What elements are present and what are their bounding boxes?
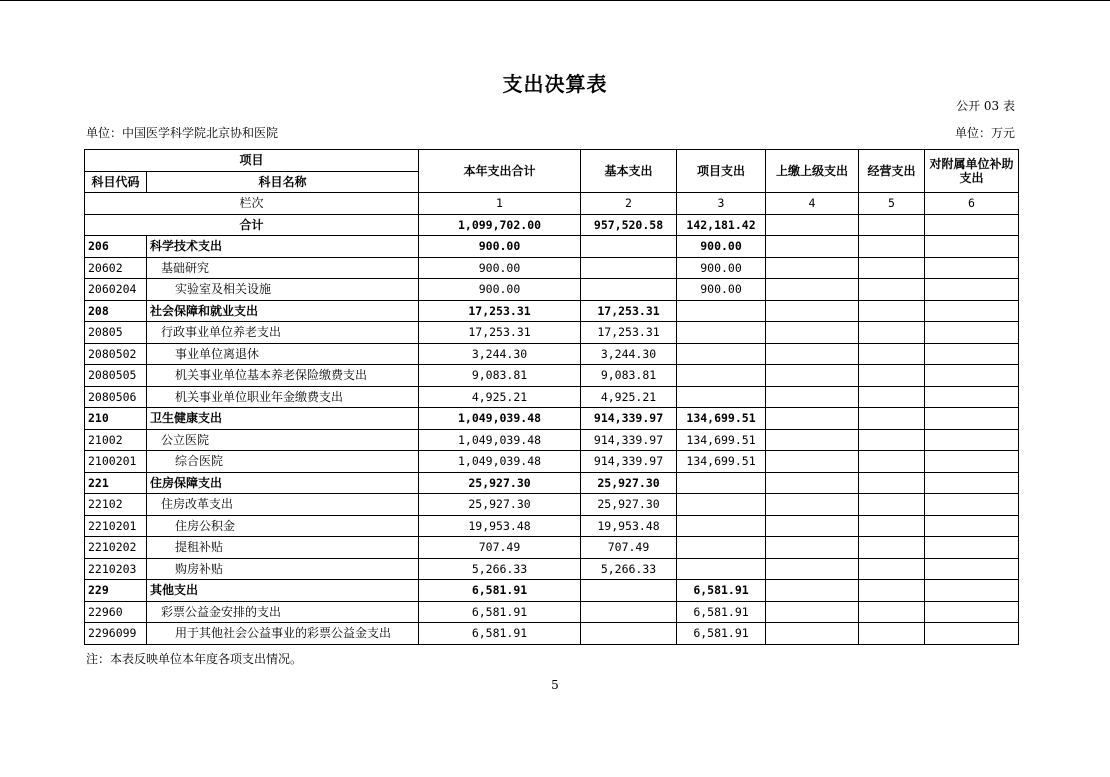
header-basic: 基本支出 bbox=[581, 150, 677, 193]
row-project: 6,581.91 bbox=[677, 623, 766, 645]
row-name: 事业单位离退休 bbox=[147, 343, 419, 365]
row-name: 其他支出 bbox=[147, 580, 419, 602]
header-project-expense: 项目支出 bbox=[677, 150, 766, 193]
row-name: 基础研究 bbox=[147, 257, 419, 279]
row-name: 住房保障支出 bbox=[147, 472, 419, 494]
row-code: 2210201 bbox=[85, 515, 147, 537]
row-upper bbox=[766, 601, 859, 623]
table-body bbox=[85, 236, 1019, 645]
row-subsidy bbox=[925, 558, 1019, 580]
row-basic: 17,253.31 bbox=[581, 322, 677, 344]
column-index: 6 bbox=[925, 193, 1019, 215]
row-name: 科学技术支出 bbox=[147, 236, 419, 258]
total-amount: 1,099,702.00 bbox=[419, 214, 581, 236]
row-upper bbox=[766, 257, 859, 279]
row-subsidy bbox=[925, 451, 1019, 473]
row-operating bbox=[859, 257, 925, 279]
row-code: 2100201 bbox=[85, 451, 147, 473]
row-project bbox=[677, 472, 766, 494]
unit-currency: 单位：万元 bbox=[954, 126, 1015, 140]
row-code: 22102 bbox=[85, 494, 147, 516]
row-code: 2296099 bbox=[85, 623, 147, 645]
table-row bbox=[85, 515, 1019, 537]
row-name: 综合医院 bbox=[147, 451, 419, 473]
row-code: 2080505 bbox=[85, 365, 147, 387]
table-row bbox=[85, 472, 1019, 494]
row-subsidy bbox=[925, 601, 1019, 623]
table-row bbox=[85, 580, 1019, 602]
row-upper bbox=[766, 322, 859, 344]
row-operating bbox=[859, 386, 925, 408]
row-project: 134,699.51 bbox=[677, 408, 766, 430]
row-operating bbox=[859, 322, 925, 344]
row-total: 17,253.31 bbox=[419, 322, 581, 344]
row-project bbox=[677, 537, 766, 559]
row-operating bbox=[859, 300, 925, 322]
top-border-line bbox=[0, 0, 1110, 1]
row-subsidy bbox=[925, 537, 1019, 559]
table-row bbox=[85, 623, 1019, 645]
row-code: 2210203 bbox=[85, 558, 147, 580]
row-name: 卫生健康支出 bbox=[147, 408, 419, 430]
row-project: 6,581.91 bbox=[677, 580, 766, 602]
row-code: 2210202 bbox=[85, 537, 147, 559]
row-basic: 4,925.21 bbox=[581, 386, 677, 408]
row-operating bbox=[859, 365, 925, 387]
row-project bbox=[677, 386, 766, 408]
row-project: 134,699.51 bbox=[677, 429, 766, 451]
row-code: 2080502 bbox=[85, 343, 147, 365]
row-name: 彩票公益金安排的支出 bbox=[147, 601, 419, 623]
row-upper bbox=[766, 537, 859, 559]
page-title: 支出决算表 bbox=[502, 72, 608, 96]
row-operating bbox=[859, 343, 925, 365]
column-index: 4 bbox=[766, 193, 859, 215]
row-upper bbox=[766, 580, 859, 602]
row-basic bbox=[581, 623, 677, 645]
row-basic: 914,339.97 bbox=[581, 408, 677, 430]
row-basic bbox=[581, 580, 677, 602]
column-index: 3 bbox=[677, 193, 766, 215]
row-basic bbox=[581, 236, 677, 258]
row-basic bbox=[581, 279, 677, 301]
table-row bbox=[85, 429, 1019, 451]
row-operating bbox=[859, 558, 925, 580]
row-total: 5,266.33 bbox=[419, 558, 581, 580]
row-basic: 914,339.97 bbox=[581, 429, 677, 451]
row-upper bbox=[766, 429, 859, 451]
row-code: 221 bbox=[85, 472, 147, 494]
row-operating bbox=[859, 623, 925, 645]
row-project: 900.00 bbox=[677, 257, 766, 279]
table-row bbox=[85, 558, 1019, 580]
header-project: 项目 bbox=[85, 150, 419, 172]
table-row bbox=[85, 279, 1019, 301]
row-basic: 9,083.81 bbox=[581, 365, 677, 387]
row-basic bbox=[581, 601, 677, 623]
footnote: 注：本表反映单位本年度各项支出情况。 bbox=[86, 652, 303, 666]
row-subsidy bbox=[925, 408, 1019, 430]
row-basic bbox=[581, 257, 677, 279]
total-operating bbox=[859, 214, 925, 236]
table-row bbox=[85, 408, 1019, 430]
row-project: 6,581.91 bbox=[677, 601, 766, 623]
table-row bbox=[85, 343, 1019, 365]
row-total: 3,244.30 bbox=[419, 343, 581, 365]
row-project bbox=[677, 322, 766, 344]
unit-organization: 单位：中国医学科学院北京协和医院 bbox=[86, 126, 279, 140]
row-subsidy bbox=[925, 236, 1019, 258]
row-code: 21002 bbox=[85, 429, 147, 451]
row-total: 6,581.91 bbox=[419, 623, 581, 645]
row-code: 20602 bbox=[85, 257, 147, 279]
row-name: 机关事业单位职业年金缴费支出 bbox=[147, 386, 419, 408]
row-basic: 5,266.33 bbox=[581, 558, 677, 580]
row-project bbox=[677, 494, 766, 516]
row-subsidy bbox=[925, 365, 1019, 387]
row-name: 住房公积金 bbox=[147, 515, 419, 537]
row-operating bbox=[859, 580, 925, 602]
row-total: 1,049,039.48 bbox=[419, 429, 581, 451]
row-basic: 19,953.48 bbox=[581, 515, 677, 537]
row-total: 19,953.48 bbox=[419, 515, 581, 537]
row-code: 22960 bbox=[85, 601, 147, 623]
row-upper bbox=[766, 515, 859, 537]
row-operating bbox=[859, 451, 925, 473]
row-total: 4,925.21 bbox=[419, 386, 581, 408]
row-upper bbox=[766, 343, 859, 365]
header-name: 科目名称 bbox=[147, 171, 419, 193]
row-total: 25,927.30 bbox=[419, 494, 581, 516]
row-upper bbox=[766, 451, 859, 473]
row-subsidy bbox=[925, 343, 1019, 365]
row-subsidy bbox=[925, 429, 1019, 451]
row-project: 900.00 bbox=[677, 279, 766, 301]
form-code: 公开 03 表 bbox=[956, 99, 1015, 113]
row-subsidy bbox=[925, 623, 1019, 645]
row-basic: 25,927.30 bbox=[581, 494, 677, 516]
row-basic: 914,339.97 bbox=[581, 451, 677, 473]
column-index-label: 栏次 bbox=[85, 193, 419, 215]
row-upper bbox=[766, 623, 859, 645]
row-operating bbox=[859, 601, 925, 623]
row-operating bbox=[859, 472, 925, 494]
total-upper bbox=[766, 214, 859, 236]
row-subsidy bbox=[925, 257, 1019, 279]
row-project bbox=[677, 515, 766, 537]
row-subsidy bbox=[925, 494, 1019, 516]
row-name: 住房改革支出 bbox=[147, 494, 419, 516]
row-name: 机关事业单位基本养老保险缴费支出 bbox=[147, 365, 419, 387]
row-total: 1,049,039.48 bbox=[419, 408, 581, 430]
row-upper bbox=[766, 236, 859, 258]
row-upper bbox=[766, 472, 859, 494]
row-code: 206 bbox=[85, 236, 147, 258]
row-name: 实验室及相关设施 bbox=[147, 279, 419, 301]
row-name: 用于其他社会公益事业的彩票公益金支出 bbox=[147, 623, 419, 645]
total-label: 合计 bbox=[85, 214, 419, 236]
row-subsidy bbox=[925, 322, 1019, 344]
row-code: 2080506 bbox=[85, 386, 147, 408]
table-row bbox=[85, 386, 1019, 408]
row-operating bbox=[859, 429, 925, 451]
row-operating bbox=[859, 537, 925, 559]
row-operating bbox=[859, 494, 925, 516]
column-index: 2 bbox=[581, 193, 677, 215]
header-operating: 经营支出 bbox=[859, 150, 925, 193]
table-row bbox=[85, 322, 1019, 344]
row-basic: 3,244.30 bbox=[581, 343, 677, 365]
row-name: 提租补贴 bbox=[147, 537, 419, 559]
expenditure-table bbox=[84, 149, 1019, 645]
header-total: 本年支出合计 bbox=[419, 150, 581, 193]
table-row bbox=[85, 365, 1019, 387]
header-subsidy: 对附属单位补助支出 bbox=[925, 150, 1019, 193]
table-row bbox=[85, 537, 1019, 559]
row-project: 134,699.51 bbox=[677, 451, 766, 473]
row-subsidy bbox=[925, 515, 1019, 537]
row-total: 1,049,039.48 bbox=[419, 451, 581, 473]
header-upper: 上缴上级支出 bbox=[766, 150, 859, 193]
row-subsidy bbox=[925, 580, 1019, 602]
table-row bbox=[85, 451, 1019, 473]
row-upper bbox=[766, 408, 859, 430]
row-name: 购房补贴 bbox=[147, 558, 419, 580]
table-row bbox=[85, 494, 1019, 516]
row-total: 9,083.81 bbox=[419, 365, 581, 387]
header-code: 科目代码 bbox=[85, 171, 147, 193]
row-code: 2060204 bbox=[85, 279, 147, 301]
row-total: 900.00 bbox=[419, 236, 581, 258]
table-row bbox=[85, 236, 1019, 258]
total-basic: 957,520.58 bbox=[581, 214, 677, 236]
row-total: 17,253.31 bbox=[419, 300, 581, 322]
page-number: 5 bbox=[551, 678, 559, 692]
row-upper bbox=[766, 300, 859, 322]
total-project: 142,181.42 bbox=[677, 214, 766, 236]
row-total: 25,927.30 bbox=[419, 472, 581, 494]
row-project bbox=[677, 558, 766, 580]
row-project: 900.00 bbox=[677, 236, 766, 258]
row-code: 229 bbox=[85, 580, 147, 602]
row-name: 公立医院 bbox=[147, 429, 419, 451]
row-upper bbox=[766, 558, 859, 580]
table-row bbox=[85, 300, 1019, 322]
row-name: 社会保障和就业支出 bbox=[147, 300, 419, 322]
row-project bbox=[677, 365, 766, 387]
column-index: 5 bbox=[859, 193, 925, 215]
row-operating bbox=[859, 408, 925, 430]
row-total: 900.00 bbox=[419, 279, 581, 301]
row-total: 6,581.91 bbox=[419, 580, 581, 602]
column-index: 1 bbox=[419, 193, 581, 215]
row-operating bbox=[859, 515, 925, 537]
row-upper bbox=[766, 494, 859, 516]
row-project bbox=[677, 300, 766, 322]
row-upper bbox=[766, 386, 859, 408]
row-subsidy bbox=[925, 279, 1019, 301]
row-basic: 707.49 bbox=[581, 537, 677, 559]
row-name: 行政事业单位养老支出 bbox=[147, 322, 419, 344]
row-code: 20805 bbox=[85, 322, 147, 344]
row-basic: 17,253.31 bbox=[581, 300, 677, 322]
row-subsidy bbox=[925, 472, 1019, 494]
row-total: 900.00 bbox=[419, 257, 581, 279]
row-code: 210 bbox=[85, 408, 147, 430]
row-basic: 25,927.30 bbox=[581, 472, 677, 494]
row-upper bbox=[766, 279, 859, 301]
row-subsidy bbox=[925, 386, 1019, 408]
row-code: 208 bbox=[85, 300, 147, 322]
row-subsidy bbox=[925, 300, 1019, 322]
table-row bbox=[85, 601, 1019, 623]
total-subsidy bbox=[925, 214, 1019, 236]
row-project bbox=[677, 343, 766, 365]
row-operating bbox=[859, 279, 925, 301]
row-upper bbox=[766, 365, 859, 387]
row-operating bbox=[859, 236, 925, 258]
row-total: 707.49 bbox=[419, 537, 581, 559]
table-row bbox=[85, 257, 1019, 279]
row-total: 6,581.91 bbox=[419, 601, 581, 623]
